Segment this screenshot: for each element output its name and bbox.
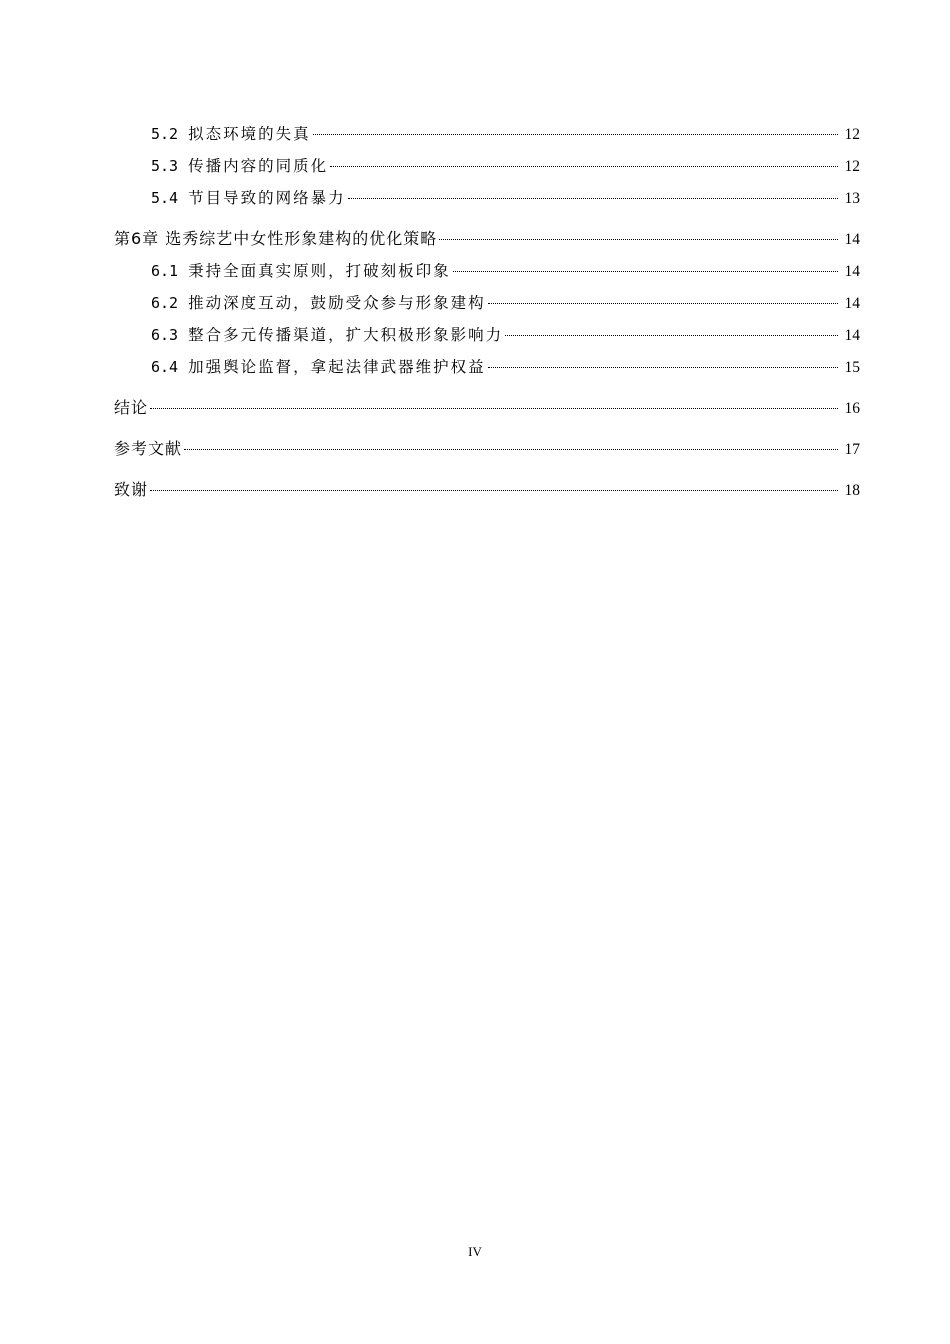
toc-entry-number: 6.4 <box>151 358 179 376</box>
toc-entry-5-4[interactable] <box>114 182 860 214</box>
toc-dot-leader <box>488 303 838 304</box>
toc-entry-references[interactable] <box>114 433 860 465</box>
toc-entry-page: 12 <box>844 126 860 143</box>
toc-entry-6-4[interactable] <box>114 351 860 383</box>
page-number-footer: IV <box>468 1244 482 1259</box>
toc-entry-page: 18 <box>844 482 860 499</box>
toc-entry-title: 整合多元传播渠道，扩大积极形象影响力 <box>188 326 504 344</box>
toc-dot-leader <box>313 134 838 135</box>
toc-entry-number: 5.3 <box>151 157 179 175</box>
toc-entry-6-3[interactable] <box>114 319 860 351</box>
toc-entry-title: 传播内容的同质化 <box>188 157 329 175</box>
toc-entry-5-3[interactable] <box>114 150 860 182</box>
toc-dot-leader <box>505 335 838 336</box>
toc-entry-page: 13 <box>844 190 860 207</box>
toc-entry-page: 12 <box>844 158 860 175</box>
toc-entry-title: 加强舆论监督，拿起法律武器维护权益 <box>188 358 486 376</box>
toc-entry-5-2[interactable] <box>114 118 860 150</box>
toc-dot-leader <box>348 198 838 199</box>
toc-dot-leader <box>439 239 838 240</box>
toc-entry-chapter-6[interactable] <box>114 223 860 255</box>
toc-entry-title: 结论 <box>114 398 149 417</box>
toc-entry-page: 16 <box>844 400 860 417</box>
toc-entry-number: 6.2 <box>151 294 179 312</box>
toc-entry-page: 15 <box>844 359 860 376</box>
toc-entry-acknowledgements[interactable] <box>114 474 860 506</box>
toc-entry-6-2[interactable] <box>114 287 860 319</box>
toc-entry-conclusion[interactable] <box>114 392 860 424</box>
toc-dot-leader <box>330 166 838 167</box>
toc-entry-title: 秉持全面真实原则，打破刻板印象 <box>188 262 451 280</box>
toc-entry-number: 6.3 <box>151 326 179 344</box>
toc-entry-title: 参考文献 <box>114 439 183 458</box>
toc-entry-title: 拟态环境的失真 <box>188 125 311 143</box>
toc-entry-page: 14 <box>844 327 860 344</box>
toc-dot-leader <box>488 367 838 368</box>
toc-entry-6-1[interactable] <box>114 255 860 287</box>
toc-entry-page: 14 <box>844 263 860 280</box>
toc-entry-title: 第6章 选秀综艺中女性形象建构的优化策略 <box>114 229 438 248</box>
toc-entry-page: 14 <box>844 295 860 312</box>
toc-dot-leader <box>184 449 838 450</box>
toc-entry-title: 节目导致的网络暴力 <box>188 189 346 207</box>
table-of-contents <box>114 118 860 506</box>
toc-entry-title: 致谢 <box>114 480 149 499</box>
toc-dot-leader <box>453 271 838 272</box>
toc-entry-title: 推动深度互动，鼓励受众参与形象建构 <box>188 294 486 312</box>
toc-entry-number: 5.4 <box>151 189 179 207</box>
toc-dot-leader <box>150 490 838 491</box>
toc-entry-page: 17 <box>844 441 860 458</box>
toc-dot-leader <box>150 408 838 409</box>
toc-entry-number: 6.1 <box>151 262 179 280</box>
toc-entry-page: 14 <box>844 231 860 248</box>
toc-entry-number: 5.2 <box>151 125 179 143</box>
